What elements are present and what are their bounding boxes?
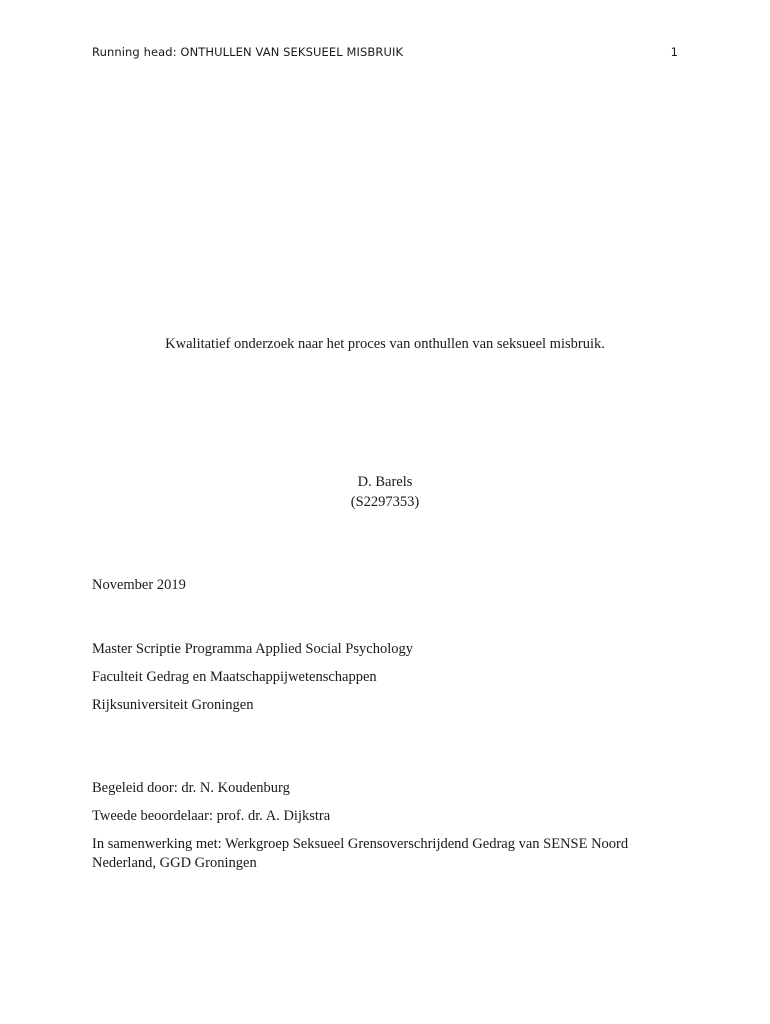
page-number: 1 <box>670 45 678 59</box>
running-head: Running head: ONTHULLEN VAN SEKSUEEL MISBRUIK <box>92 45 404 59</box>
author-name: D. Barels <box>357 474 413 490</box>
student-number: (S2297353) <box>350 494 420 510</box>
document-title: Kwalitatief onderzoek naar het proces van onthullen van seksueel misbruik. <box>165 336 605 352</box>
document-date: November 2019 <box>92 577 186 593</box>
program-line: Master Scriptie Programma Applied Social Psychology <box>92 641 413 657</box>
second-assessor-line: Tweede beoordelaar: prof. dr. A. Dijkstra <box>92 808 331 824</box>
collaboration-line-1: In samenwerking met: Werkgroep Seksueel Grensoverschrijdend Gedrag van SENSE Noord <box>92 836 629 852</box>
collaboration-line-2: Nederland, GGD Groningen <box>92 855 257 871</box>
faculty-line: Faculteit Gedrag en Maatschappijwetenschappen <box>92 669 377 685</box>
university-line: Rijksuniversiteit Groningen <box>92 697 254 713</box>
supervisor-line: Begeleid door: dr. N. Koudenburg <box>92 780 290 796</box>
